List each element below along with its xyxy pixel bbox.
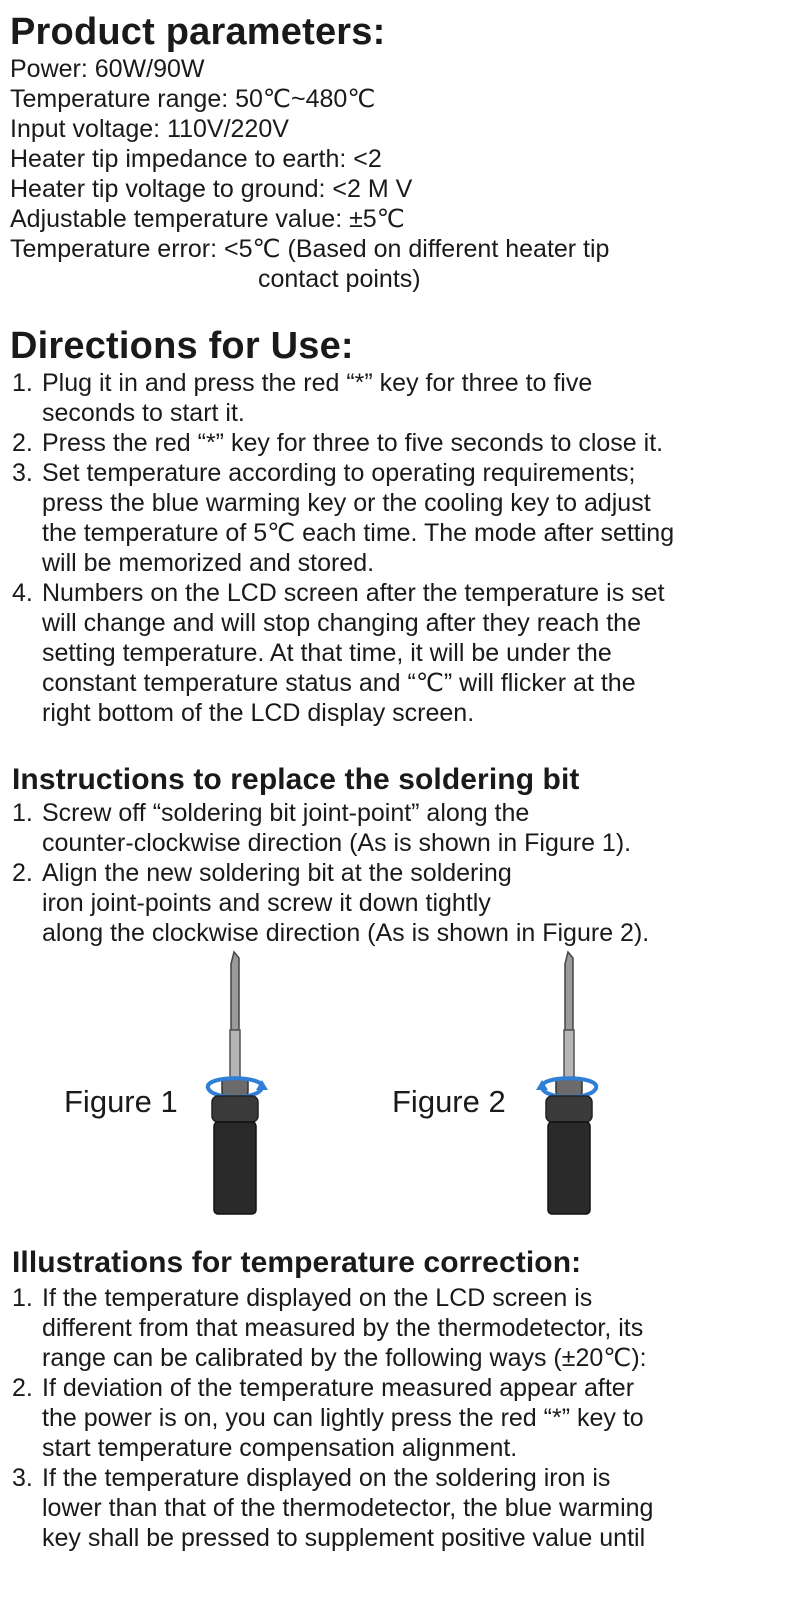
- list-item: [12, 578, 792, 728]
- item-text: Screw off “soldering bit joint-point” along the: [42, 799, 530, 827]
- soldering-collar: [546, 1096, 592, 1122]
- param-input-voltage: Input voltage: 110V/220V: [10, 115, 289, 143]
- item-number: 1.: [12, 1284, 33, 1312]
- item-text: Plug it in and press the red “*” key for three to five: [42, 369, 593, 397]
- item-text: counter-clockwise direction (As is shown in Figure 1).: [42, 829, 632, 857]
- soldering-collar: [212, 1096, 258, 1122]
- item-text: If the temperature displayed on the LCD screen is: [42, 1284, 593, 1312]
- soldering-nut: [222, 1078, 248, 1096]
- item-text: along the clockwise direction (As is shown in Figure 2).: [42, 919, 650, 947]
- list-item: [12, 458, 792, 578]
- item-text: If deviation of the temperature measured appear after: [42, 1374, 635, 1402]
- item-text: Align the new soldering bit at the soldering: [42, 859, 512, 887]
- product-parameters-heading: Product parameters:: [10, 11, 386, 53]
- list-item: [12, 798, 792, 858]
- soldering-shaft: [564, 1030, 574, 1080]
- item-text: Set temperature according to operating requirements;: [42, 459, 636, 487]
- product-parameters-list: [10, 54, 790, 294]
- item-text: will be memorized and stored.: [42, 549, 375, 577]
- item-text: constant temperature status and “℃” will flicker at the: [42, 669, 636, 697]
- item-number: 2.: [12, 1374, 33, 1402]
- item-number: 3.: [12, 459, 33, 487]
- item-text: iron joint-points and screw it down tightly: [42, 889, 491, 917]
- list-item: [12, 1373, 792, 1463]
- item-text: will change and will stop changing after they reach the: [42, 609, 641, 637]
- list-item: [12, 428, 792, 458]
- item-number: 2.: [12, 859, 33, 887]
- replace-bit-heading: Instructions to replace the soldering bit: [12, 763, 580, 796]
- item-number: 2.: [12, 429, 33, 457]
- figure-1-label: Figure 1: [64, 1084, 178, 1119]
- item-text: range can be calibrated by the following ways (±20℃):: [42, 1344, 647, 1372]
- soldering-tip: [565, 952, 573, 1030]
- item-text: setting temperature. At that time, it will be under the: [42, 639, 612, 667]
- directions-list: [12, 368, 792, 728]
- temperature-correction-heading: Illustrations for temperature correction:: [12, 1246, 582, 1279]
- item-text: If the temperature displayed on the soldering iron is: [42, 1464, 611, 1492]
- item-text: Numbers on the LCD screen after the temperature is set: [42, 579, 665, 607]
- soldering-shaft: [230, 1030, 240, 1080]
- item-number: 1.: [12, 369, 33, 397]
- item-text: Press the red “*” key for three to five seconds to close it.: [42, 429, 664, 457]
- replace-bit-list: [12, 798, 792, 948]
- param-adjustable-temperature: Adjustable temperature value: ±5℃: [10, 205, 405, 233]
- item-number: 4.: [12, 579, 33, 607]
- directions-heading: Directions for Use:: [10, 325, 354, 367]
- item-text: different from that measured by the thermodetector, its: [42, 1314, 644, 1342]
- param-temperature-error-continued: contact points): [258, 265, 421, 293]
- soldering-nut: [556, 1078, 582, 1096]
- item-number: 1.: [12, 799, 33, 827]
- list-item: [12, 858, 792, 948]
- param-tip-impedance: Heater tip impedance to earth: <2: [10, 145, 382, 173]
- soldering-handle: [214, 1122, 256, 1214]
- soldering-iron-figure-1: [196, 950, 276, 1240]
- temperature-correction-list: [12, 1283, 792, 1553]
- list-item: [12, 1283, 792, 1373]
- soldering-handle: [548, 1122, 590, 1214]
- item-text: key shall be pressed to supplement positive value until: [42, 1524, 646, 1552]
- param-temperature-error: Temperature error: <5℃ (Based on different heater tip: [10, 235, 610, 263]
- param-tip-voltage: Heater tip voltage to ground: <2 M V: [10, 175, 413, 203]
- list-item: [12, 1463, 792, 1553]
- item-text: right bottom of the LCD display screen.: [42, 699, 475, 727]
- item-text: press the blue warming key or the cooling key to adjust: [42, 489, 651, 517]
- item-text: start temperature compensation alignment.: [42, 1434, 518, 1462]
- param-temperature-range: Temperature range: 50℃~480℃: [10, 85, 376, 113]
- figure-2-label: Figure 2: [392, 1084, 506, 1119]
- item-text: the temperature of 5℃ each time. The mode after setting: [42, 519, 675, 547]
- soldering-tip: [231, 952, 239, 1030]
- item-text: lower than that of the thermodetector, the blue warming: [42, 1494, 654, 1522]
- item-text: the power is on, you can lightly press the red “*” key to: [42, 1404, 644, 1432]
- soldering-iron-figure-2: [530, 950, 610, 1240]
- param-power: Power: 60W/90W: [10, 55, 205, 83]
- item-text: seconds to start it.: [42, 399, 245, 427]
- item-number: 3.: [12, 1464, 33, 1492]
- list-item: [12, 368, 792, 428]
